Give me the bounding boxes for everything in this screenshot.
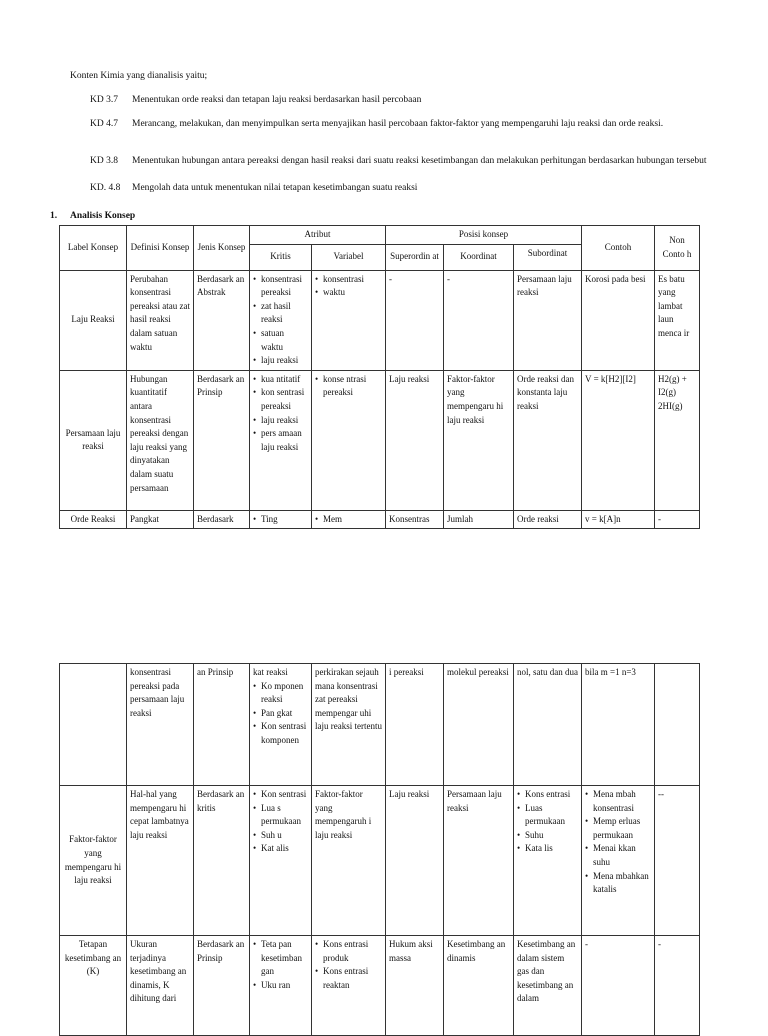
cell-koordinat: molekul pereaksi <box>444 664 514 786</box>
cell-label: Laju Reaksi <box>60 270 127 370</box>
cell-non-contoh: -- <box>655 786 700 936</box>
list-item: • kon sentrasi pereaksi <box>253 386 308 413</box>
table-row <box>60 370 700 510</box>
header-non-contoh: Non Conto h <box>655 226 700 271</box>
table-row <box>60 510 700 529</box>
cell-jenis: Berdasark <box>194 510 250 529</box>
section-heading <box>50 210 135 224</box>
cell-contoh: bila m =1 n=3 <box>582 664 655 786</box>
cell-non-contoh <box>655 664 700 786</box>
header-contoh: Contoh <box>582 226 655 271</box>
list-item: • Kon sentrasi <box>253 788 308 802</box>
cell-definisi: Hal-hal yang mempengaru hi cepat lambatnya laju reaksi <box>127 786 194 936</box>
kd-code: KD 4.7 <box>90 119 118 129</box>
cell-koordinat: - <box>444 270 514 370</box>
kd-text: Menentukan orde reaksi dan tetapan laju reaksi berdasarkan hasil percobaan <box>132 95 422 105</box>
list-item: • Pan gkat <box>253 707 308 721</box>
cell-variabel: perkirakan sejauh mana konsentrasi zat pereaksi mempengar uhi laju reaksi tertentu <box>312 664 386 786</box>
cell-contoh: Korosi pada besi <box>582 270 655 370</box>
list-item: • Uku ran <box>253 979 308 993</box>
cell-kritis <box>250 270 312 370</box>
cell-koordinat: Jumlah <box>444 510 514 529</box>
cell-definisi: Perubahan konsentrasi pereaksi atau zat hasil reaksi dalam satuan waktu <box>127 270 194 370</box>
cell-superordinat: Laju reaksi <box>386 786 444 936</box>
kd-code: KD. 4.8 <box>90 183 121 193</box>
cell-jenis: Berdasark an Abstrak <box>194 270 250 370</box>
cell-variabel: Faktor-faktor yang mempengaruh i laju reaksi <box>312 786 386 936</box>
cell-kritis <box>250 936 312 1036</box>
kd-text: Mengolah data untuk menentukan nilai tetapan kesetimbangan suatu reaksi <box>132 183 418 193</box>
cell-koordinat: Faktor-faktor yang mempengaru hi laju reaksi <box>444 370 514 510</box>
list-item: • konsentrasi pereaksi <box>253 273 308 300</box>
header-definisi: Definisi Konsep <box>127 226 194 271</box>
list-item: • Suh u <box>253 829 308 843</box>
section-number: 1. <box>50 211 58 221</box>
cell-label <box>60 664 127 786</box>
list-item: • Mena mbah konsentrasi <box>585 788 651 815</box>
cell-label: Faktor-faktor yang mempengaru hi laju reaksi <box>60 786 127 936</box>
list-item: • Teta pan kesetimban gan <box>253 938 308 979</box>
cell-kritis <box>250 370 312 510</box>
cell-non-contoh: Es batu yang lambat laun menca ir <box>655 270 700 370</box>
kd-code: KD 3.8 <box>90 156 118 166</box>
table-row <box>60 664 700 786</box>
header-atribut: Atribut <box>250 226 386 245</box>
cell-variabel <box>312 370 386 510</box>
header-label: Label Konsep <box>60 226 127 271</box>
cell-superordinat: Laju reaksi <box>386 370 444 510</box>
cell-koordinat: Kesetimbang an dinamis <box>444 936 514 1036</box>
section-title: Analisis Konsep <box>70 211 136 221</box>
list-item: • konsentrasi <box>315 273 382 287</box>
header-jenis: Jenis Konsep <box>194 226 250 271</box>
cell-contoh: - <box>582 936 655 1036</box>
cell-kritis <box>250 510 312 529</box>
table-row <box>60 936 700 1036</box>
kd-text: Menentukan hubungan antara pereaksi dengan hasil reaksi dari suatu reaksi kesetimbangan dan melakukan perhitungan berdasarkan hubungan tersebut <box>132 156 707 166</box>
list-item: • Kata lis <box>517 842 578 856</box>
cell-subordinat: nol, satu dan dua <box>514 664 582 786</box>
list-item: • laju reaksi <box>253 414 308 428</box>
list-item: • waktu <box>315 286 382 300</box>
cell-jenis: Berdasark an kritis <box>194 786 250 936</box>
concept-table-part1 <box>59 225 700 529</box>
kd-code: KD 3.7 <box>90 95 118 105</box>
list-item: • Kat alis <box>253 842 308 856</box>
cell-superordinat: - <box>386 270 444 370</box>
list-item: • Suhu <box>517 829 578 843</box>
cell-subordinat: Persamaan laju reaksi <box>514 270 582 370</box>
cell-non-contoh: - <box>655 510 700 529</box>
cell-subordinat: Kesetimbang an dalam sistem gas dan kesetimbang an dalam <box>514 936 582 1036</box>
cell-kritis-head: kat reaksi <box>253 667 288 677</box>
cell-superordinat: Konsentras <box>386 510 444 529</box>
list-item: • Mem <box>315 513 382 527</box>
kd-text: Merancang, melakukan, dan menyimpulkan serta menyajikan hasil percobaan faktor-faktor yang mempengaruhi laju reaksi dan orde reaksi. <box>132 119 664 129</box>
header-koordinat: Koordinat <box>444 244 514 270</box>
list-item: • Memp erluas permukaan <box>585 815 651 842</box>
cell-variabel <box>312 936 386 1036</box>
list-item: • Kons entrasi reaktan <box>315 965 382 992</box>
header-subordinat: Subordinat <box>514 244 582 270</box>
kd-item <box>90 94 710 110</box>
kd-item <box>90 182 710 198</box>
table-row <box>60 786 700 936</box>
list-item: • zat hasil reaksi <box>253 300 308 327</box>
cell-label: Orde Reaksi <box>60 510 127 529</box>
list-item: • Kons entrasi produk <box>315 938 382 965</box>
list-item: • Kon sentrasi komponen <box>253 720 308 747</box>
cell-definisi: konsentrasi pereaksi pada persamaan laju reaksi <box>127 664 194 786</box>
cell-definisi: Ukuran terjadinya kesetimbang an dinamis, K dihitung dari <box>127 936 194 1036</box>
cell-subordinat <box>514 786 582 936</box>
list-item: • pers amaan laju reaksi <box>253 427 308 454</box>
cell-label: Tetapan kesetimbang an (K) <box>60 936 127 1036</box>
list-item: • kua ntitatif <box>253 373 308 387</box>
cell-definisi: Pangkat <box>127 510 194 529</box>
cell-label: Persamaan laju reaksi <box>60 370 127 510</box>
list-item: • satuan waktu <box>253 327 308 354</box>
list-item: • Luas permukaan <box>517 802 578 829</box>
list-item: • Ko mponen reaksi <box>253 680 308 707</box>
cell-jenis: an Prinsip <box>194 664 250 786</box>
list-item: • Lua s permukaan <box>253 802 308 829</box>
cell-jenis: Berdasark an Prinsip <box>194 370 250 510</box>
kd-item <box>90 155 710 185</box>
cell-non-contoh: H2(g) + I2(g) 2HI(g) <box>655 370 700 510</box>
cell-variabel <box>312 270 386 370</box>
cell-contoh: v = k[A]n <box>582 510 655 529</box>
list-item: • laju reaksi <box>253 354 308 368</box>
list-item: • Kons entrasi <box>517 788 578 802</box>
cell-non-contoh: - <box>655 936 700 1036</box>
header-variabel: Variabel <box>312 244 386 270</box>
list-item: • Menai kkan suhu <box>585 842 651 869</box>
header-posisi: Posisi konsep <box>386 226 582 245</box>
list-item: • Mena mbahkan katalis <box>585 870 651 897</box>
cell-jenis: Berdasark an Prinsip <box>194 936 250 1036</box>
cell-variabel <box>312 510 386 529</box>
cell-contoh: V = k[H2][I2] <box>582 370 655 510</box>
header-superordinat: Superordin at <box>386 244 444 270</box>
header-kritis: Kritis <box>250 244 312 270</box>
cell-subordinat: Orde reaksi <box>514 510 582 529</box>
kd-item <box>90 118 710 148</box>
cell-koordinat: Persamaan laju reaksi <box>444 786 514 936</box>
cell-contoh <box>582 786 655 936</box>
table-row <box>60 270 700 370</box>
intro-text: Konten Kimia yang dianalisis yaitu; <box>70 71 208 81</box>
list-item: • konse ntrasi pereaksi <box>315 373 382 400</box>
concept-table-part2 <box>59 663 700 1036</box>
cell-definisi: Hubungan kuantitatif antara konsentrasi pereaksi dengan laju reaksi yang dinyatakan dalam suatu persamaan <box>127 370 194 510</box>
cell-subordinat: Orde reaksi dan konstanta laju reaksi <box>514 370 582 510</box>
cell-kritis <box>250 664 312 786</box>
list-item: • Ting <box>253 513 308 527</box>
cell-superordinat: i pereaksi <box>386 664 444 786</box>
cell-superordinat: Hukum aksi massa <box>386 936 444 1036</box>
cell-kritis <box>250 786 312 936</box>
